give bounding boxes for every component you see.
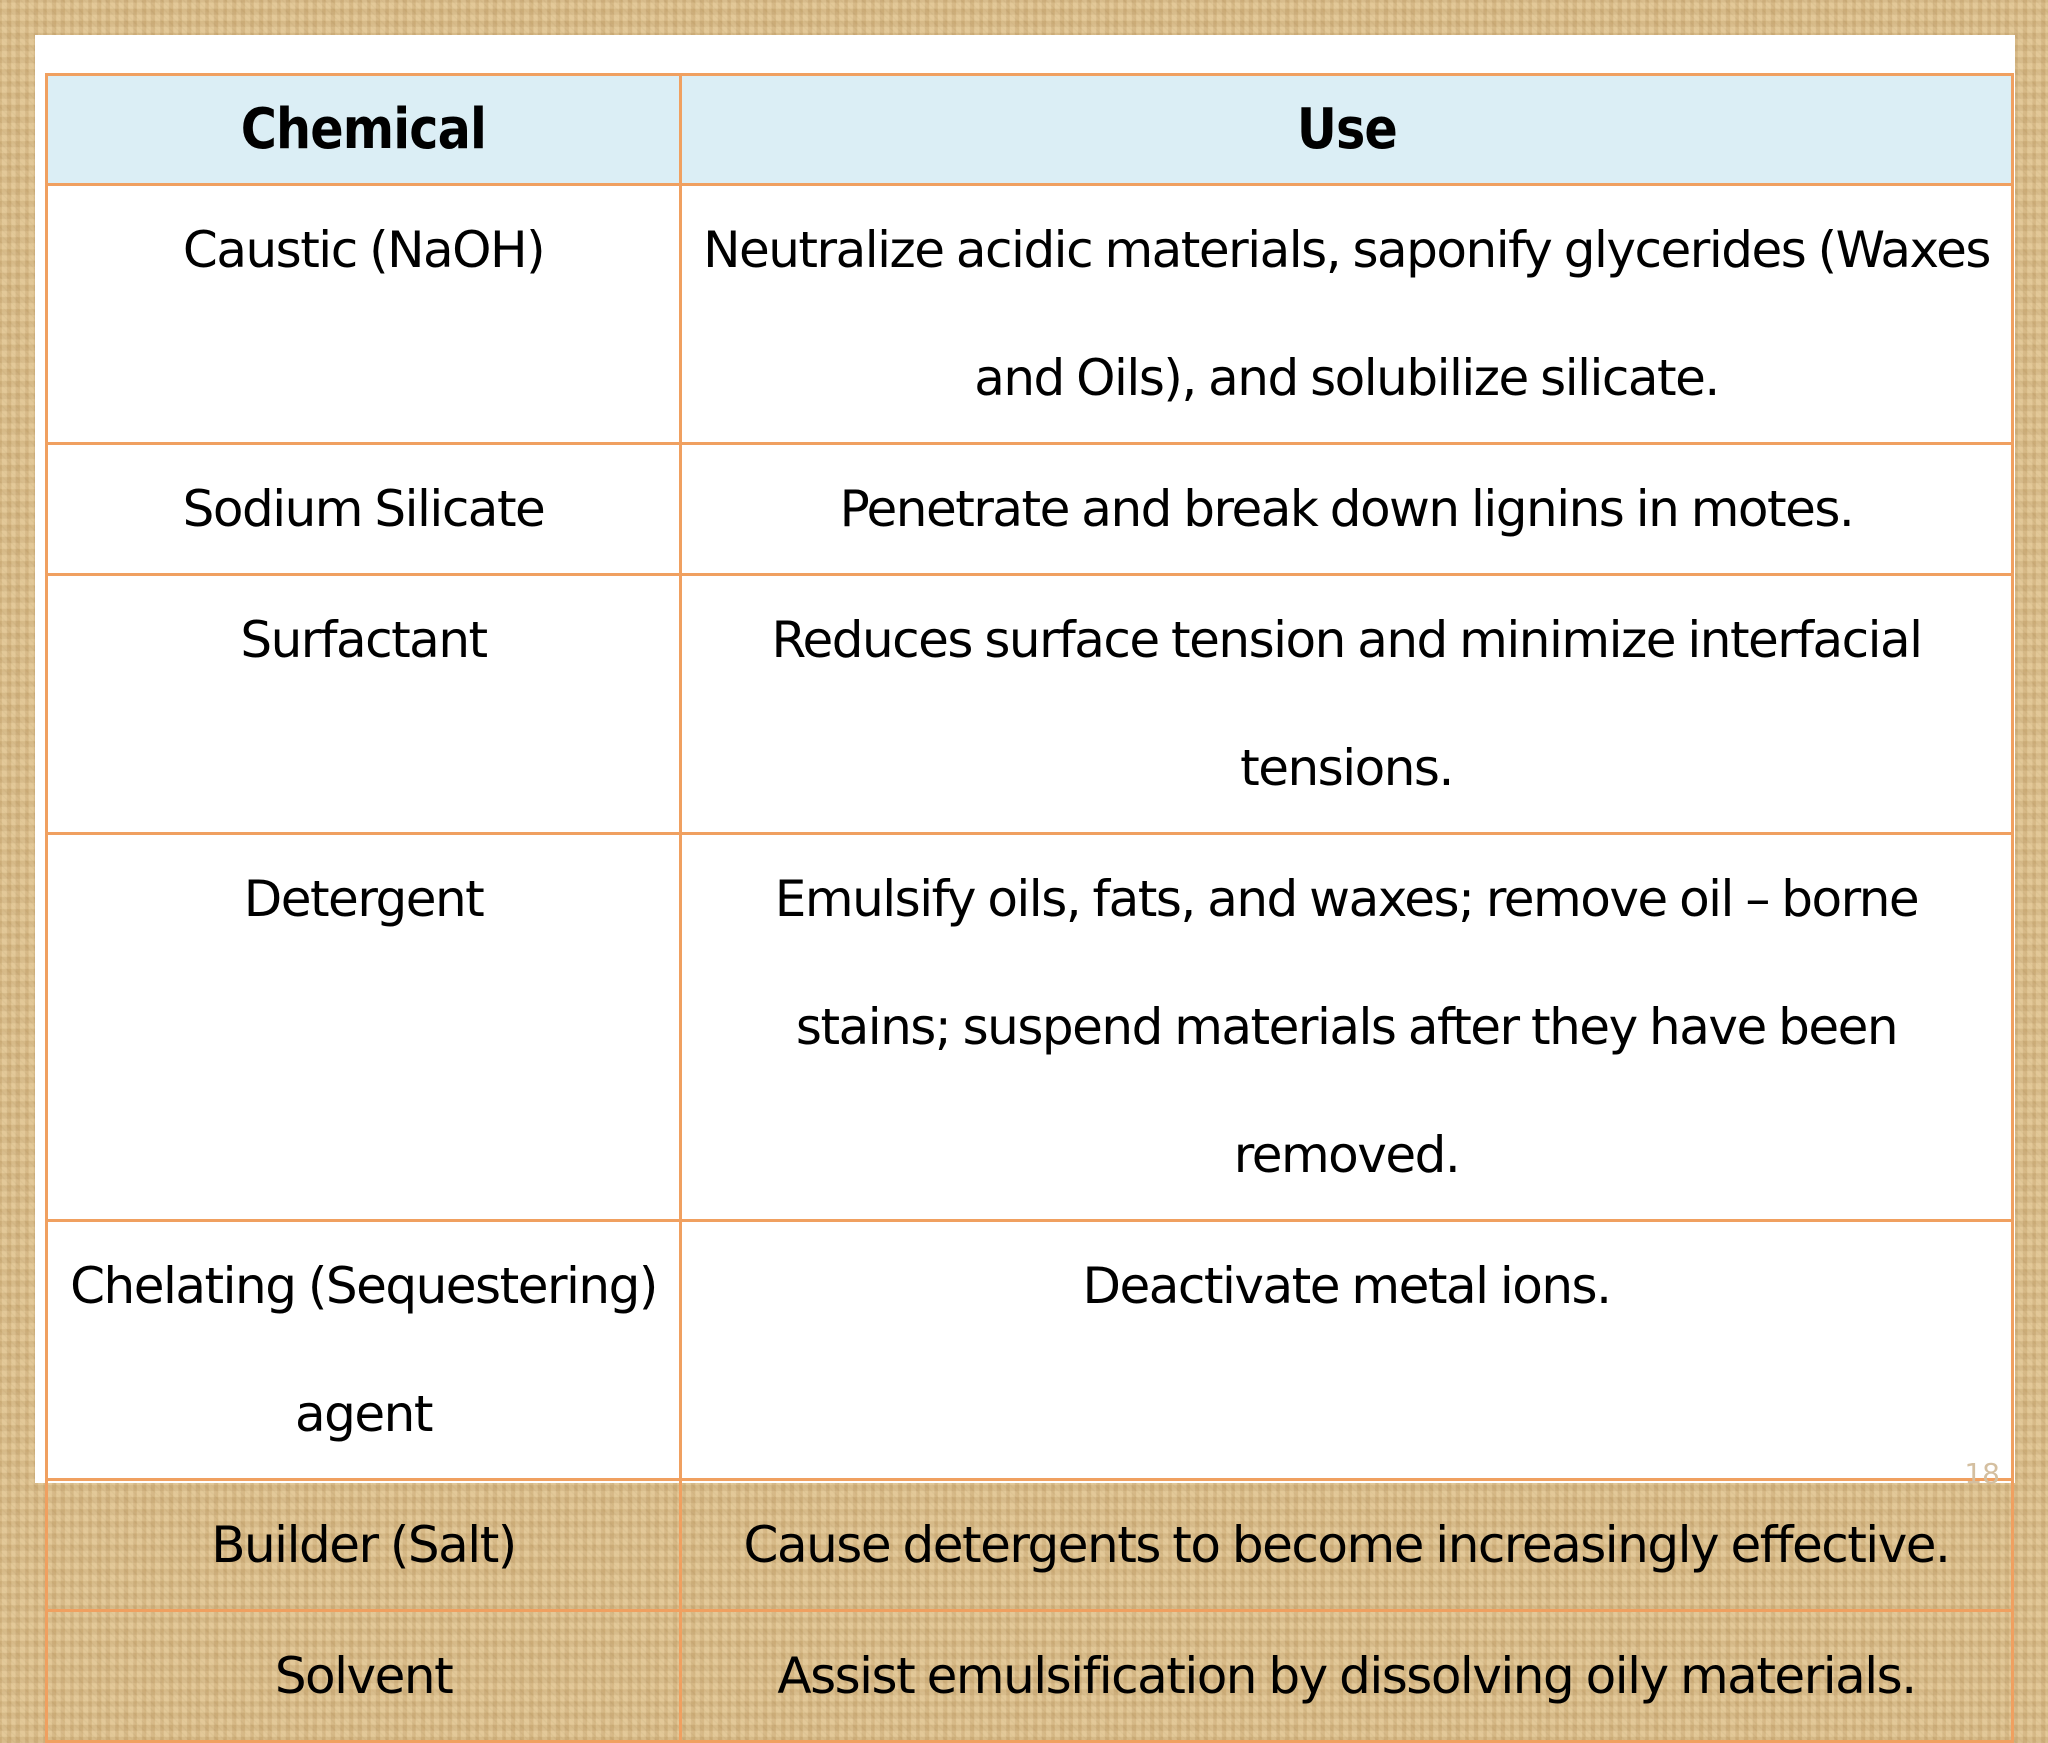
chemical-cell: Surfactant — [47, 575, 681, 834]
chemical-cell: Detergent — [47, 834, 681, 1221]
table-row — [47, 185, 2013, 444]
use-cell: Assist emulsification by dissolving oily materials. — [681, 1611, 2013, 1742]
chemical-cell: Caustic (NaOH) — [47, 185, 681, 444]
table-row — [47, 834, 2013, 1221]
table-row — [47, 444, 2013, 575]
use-cell: Deactivate metal ions. — [681, 1221, 2013, 1480]
chemical-cell: Sodium Silicate — [47, 444, 681, 575]
use-cell: Cause detergents to become increasingly effective. — [681, 1480, 2013, 1611]
header-chemical: Chemical — [47, 75, 681, 185]
use-cell: Penetrate and break down lignins in motes. — [681, 444, 2013, 575]
header-use: Use — [681, 75, 2013, 185]
chemical-cell: Chelating (Sequestering) agent — [47, 1221, 681, 1480]
use-cell: Neutralize acidic materials, saponify glycerides (Waxes and Oils), and solubilize silicate. — [681, 185, 2013, 444]
use-cell: Emulsify oils, fats, and waxes; remove oil – borne stains; suspend materials after they have been removed. — [681, 834, 2013, 1221]
table-header-row — [47, 75, 2013, 185]
chemicals-table — [45, 73, 2014, 1743]
chemical-cell: Solvent — [47, 1611, 681, 1742]
table-row — [47, 575, 2013, 834]
table-row — [47, 1480, 2013, 1611]
slide-number: 18 — [1964, 1457, 2000, 1490]
table-row — [47, 1611, 2013, 1742]
table-row — [47, 1221, 2013, 1480]
chemical-cell: Builder (Salt) — [47, 1480, 681, 1611]
use-cell: Reduces surface tension and minimize interfacial tensions. — [681, 575, 2013, 834]
